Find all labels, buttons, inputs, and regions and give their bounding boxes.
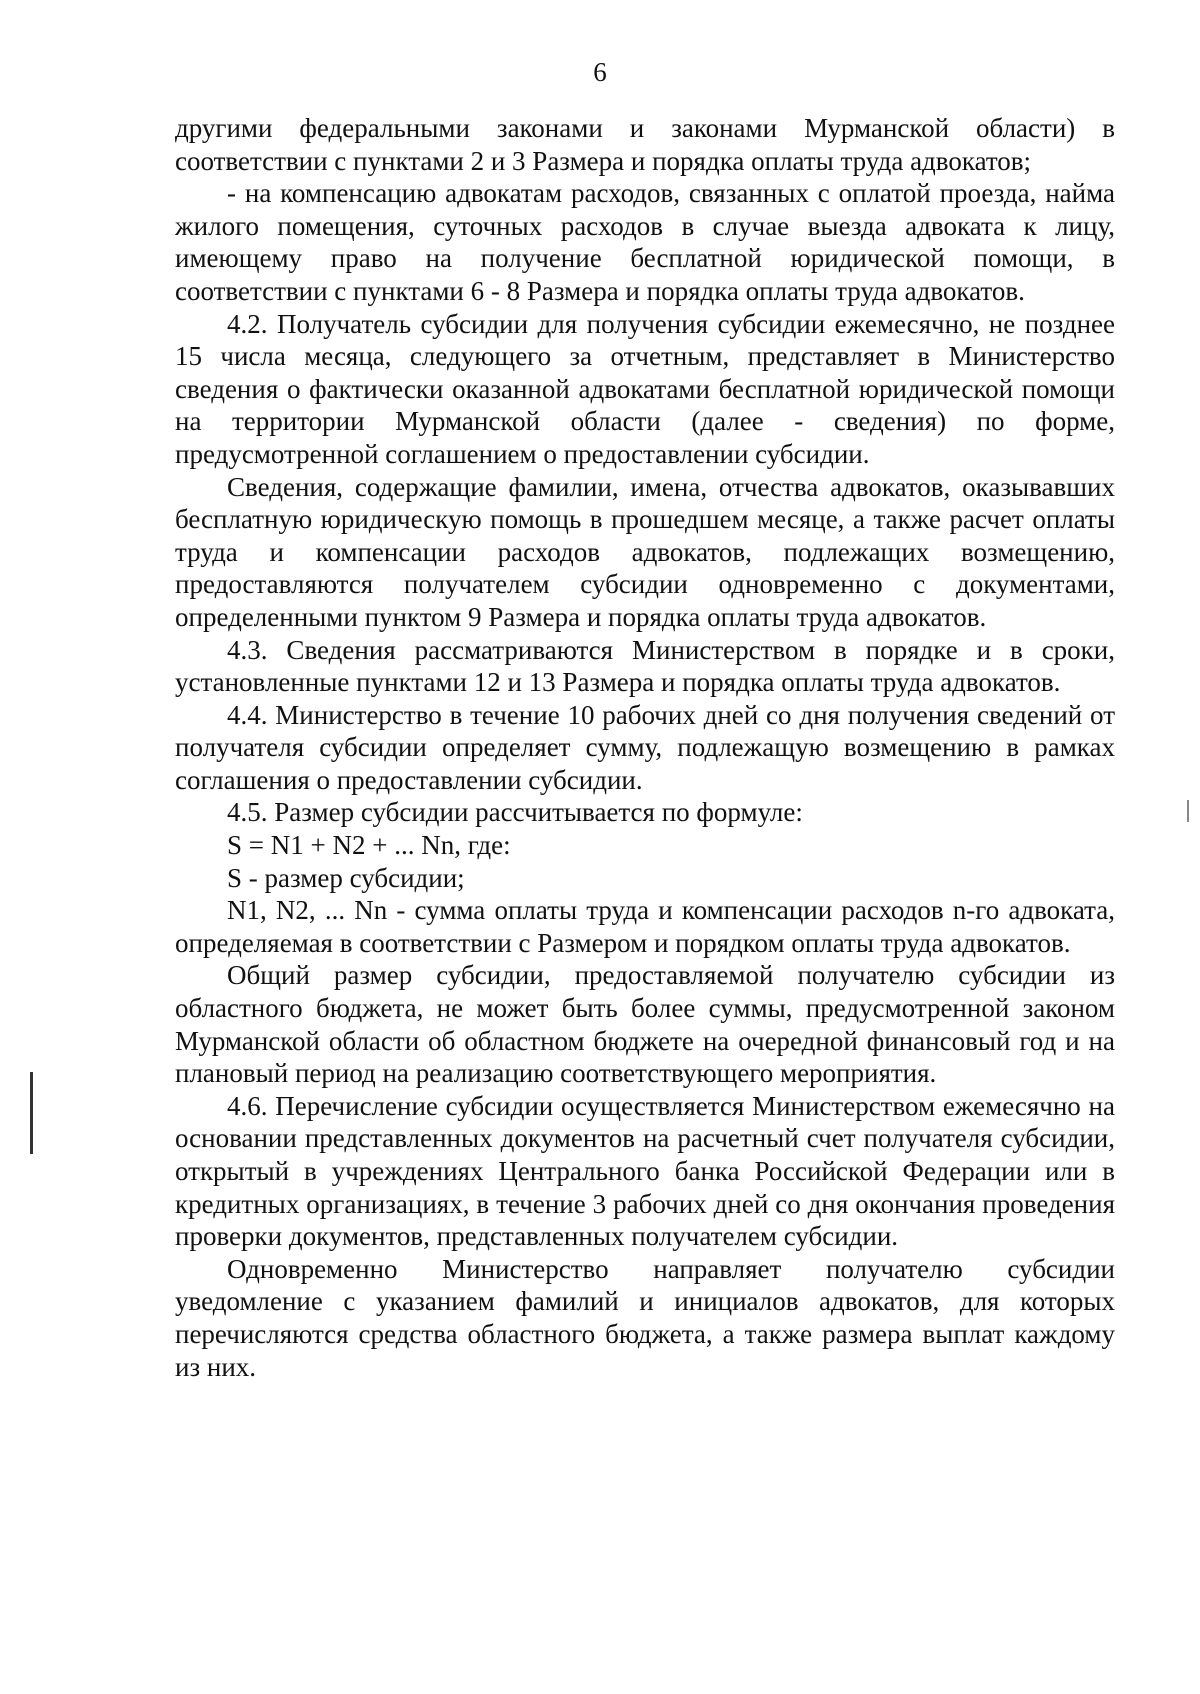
paragraph-4-4: 4.4. Министерство в течение 10 рабочих дней со дня получения сведений от получателя субсидии определяет сумму, подлежащую возмещению в рамках соглашения о предоставлении субсидии. [175,699,1115,795]
document-body [175,112,1115,1383]
paragraph-notification: Одновременно Министерство направляет получателю субсидии уведомление с указанием фамилий и инициалов адвокатов, для которых перечисляются средства областного бюджета, а также размера выплат каждому из них. [175,1253,1115,1382]
formula-legend-n: N1, N2, ... Nn - сумма оплаты труда и компенсации расходов n-го адвоката, определяемая в соответствии с Размером и порядком оплаты труда адвокатов. [175,895,1115,958]
scan-artifact-right-tick [1187,800,1189,822]
scan-artifact-left-bar [30,1072,33,1154]
page-number: 6 [593,57,607,87]
paragraph-information-contents: Сведения, содержащие фамилии, имена, отчества адвокатов, оказывавших бесплатную юридическую помощь в прошедшем месяце, а также расчет оплаты труда и компенсации расходов адвокатов, подлежащих возмещению, предоставляются получателем субсидии одновременно с документами, определенными пунктом 9 Размера и порядка оплаты труда адвокатов. [175,471,1115,632]
paragraph-4-3: 4.3. Сведения рассматриваются Министерством в порядке и в сроки, установленные пунктами 12 и 13 Размера и порядка оплаты труда адвокатов. [175,634,1115,698]
formula: S = N1 + N2 + ... Nn, где: [227,830,511,861]
paragraph-4-5: 4.5. Размер субсидии рассчитывается по формуле: [227,797,803,828]
paragraph-total-subsidy-limit: Общий размер субсидии, предоставляемой получателю субсидии из областного бюджета, не может быть более суммы, предусмотренной законом Мурманской области об областном бюджете на очередной финансовый год и на плановый период на реализацию соответствующего мероприятия. [175,960,1115,1089]
paragraph-4-2: 4.2. Получатель субсидии для получения субсидии ежемесячно, не позднее 15 числа месяца, следующего за отчетным, представляет в Министерство сведения о фактически оказанной адвокатами бесплатной юридической помощи на территории Мурманской области (далее - сведения) по форме, предусмотренной соглашением о предоставлении субсидии. [175,308,1115,469]
paragraph-4-6: 4.6. Перечисление субсидии осуществляется Министерством ежемесячно на основании представленных документов на расчетный счет получателя субсидии, открытый в учреждениях Центрального банка Российской Федерации или в кредитных организациях, в течение 3 рабочих дней со дня окончания проведения проверки документов, представленных получателем субсидии. [175,1090,1115,1252]
paragraph-compensation-item: - на компенсацию адвокатам расходов, связанных с оплатой проезда, найма жилого помещения, суточных расходов в случае выезда адвоката к лицу, имеющему право на получение бесплатной юридической помощи, в соответствии с пунктами 6 - 8 Размера и порядка оплаты труда адвокатов. [175,178,1115,306]
formula-legend-s: S - размер субсидии; [227,862,465,893]
paragraph-continuation: другими федеральными законами и законами Мурманской области) в соответствии с пунктами 2 и 3 Размера и порядка оплаты труда адвокатов; [175,113,1115,176]
